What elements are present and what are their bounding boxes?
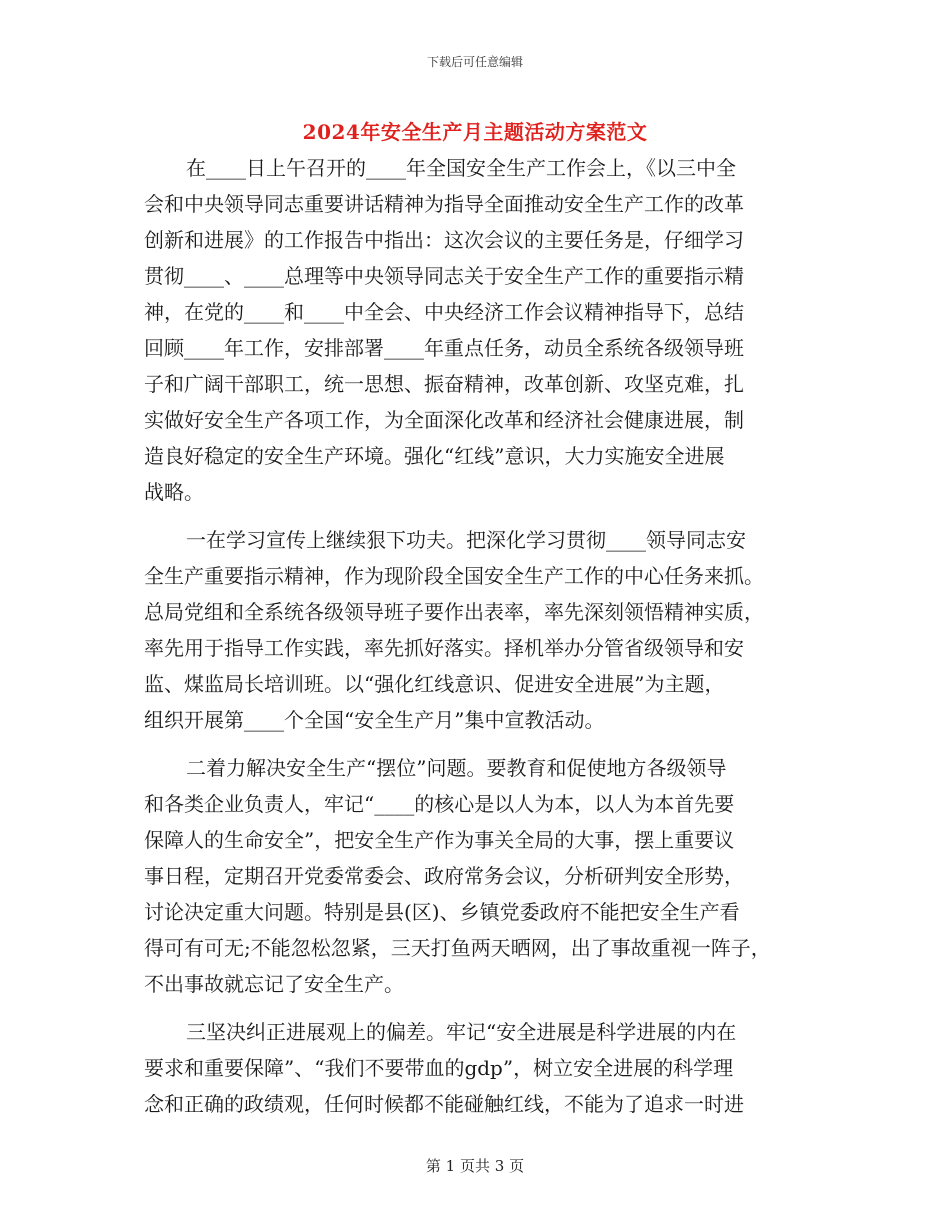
paragraph-line: 保障人的生命安全”，把安全生产作为事关全局的大事，摆上重要议 [144,828,735,852]
paragraph [144,150,814,510]
paragraph-line: 造良好稳定的安全生产环境。强化“红线”意识，大力实施安全进展 [144,444,725,468]
paragraph-line: 三坚决纠正进展观上的偏差。牢记“安全进展是科学进展的内在 [186,1020,737,1044]
paragraph-line: 监、煤监局长培训班。以“强化红线意识、促进安全进展”为主题， [144,672,725,696]
paragraph-line: 得可有可无;不能忽松忽紧，三天打鱼两天晒网，出了事故重视一阵子， [144,936,771,960]
paragraph-line: 和各类企业负责人，牢记“____的核心是以人为本，以人为本首先要 [144,792,735,816]
paragraph [144,1014,814,1122]
paragraph-line: 率先用于指导工作实践，率先抓好落实。择机举办分管省级领导和安 [144,636,744,660]
paragraph-line: 创新和进展》的工作报告中指出：这次会议的主要任务是，仔细学习 [144,228,744,252]
paragraph-gap [144,738,814,750]
paragraph [144,522,814,738]
header-note: 下载后可任意编辑 [426,55,523,69]
paragraph-line: 在____日上午召开的____年全国安全生产工作会上，《以三中全 [186,156,736,180]
paragraph-line: 讨论决定重大问题。特别是县(区)、乡镇党委政府不能把安全生产看 [144,900,740,924]
document-body [144,150,814,1122]
paragraph-line: 组织开展第____个全国“安全生产月”集中宣教活动。 [144,708,605,732]
paragraph-line: 战略。 [144,480,204,504]
paragraph-line: 会和中央领导同志重要讲话精神为指导全面推动安全生产工作的改革 [144,192,744,216]
paragraph-gap [144,1002,814,1014]
paragraph-line: 神，在党的____和____中全会、中央经济工作会议精神指导下，总结 [144,300,744,324]
paragraph [144,750,814,1002]
paragraph-line: 回顾____年工作，安排部署____年重点任务，动员全系统各级领导班 [144,336,744,360]
paragraph-line: 不出事故就忘记了安全生产。 [144,972,404,996]
document-title: 2024年安全生产月主题活动方案范文 [302,120,648,144]
paragraph-line: 一在学习宣传上继续狠下功夫。把深化学习贯彻____领导同志安 [186,528,746,552]
paragraph-line: 总局党组和全系统各级领导班子要作出表率，率先深刻领悟精神实质， [144,600,764,624]
paragraph-line: 实做好安全生产各项工作，为全面深化改革和经济社会健康进展，制 [144,408,744,432]
paragraph-line: 全生产重要指示精神，作为现阶段全国安全生产工作的中心任务来抓。 [144,564,764,588]
paragraph-line: 子和广阔干部职工，统一思想、振奋精神，改革创新、攻坚克难，扎 [144,372,744,396]
paragraph-gap [144,510,814,522]
paragraph-line: 二着力解决安全生产“摆位”问题。要教育和促使地方各级领导 [186,756,727,780]
paragraph-line: 贯彻____、____总理等中央领导同志关于安全生产工作的重要指示精 [144,264,744,288]
paragraph-line: 事日程，定期召开党委常委会、政府常务会议，分析研判安全形势， [144,864,744,888]
paragraph-line: 要求和重要保障”、“我们不要带血的gdp”，树立安全进展的科学理 [144,1056,734,1080]
paragraph-line: 念和正确的政绩观，任何时候都不能碰触红线，不能为了追求一时进 [144,1092,744,1116]
page-footer: 第 1 页共 3 页 [425,1157,525,1175]
